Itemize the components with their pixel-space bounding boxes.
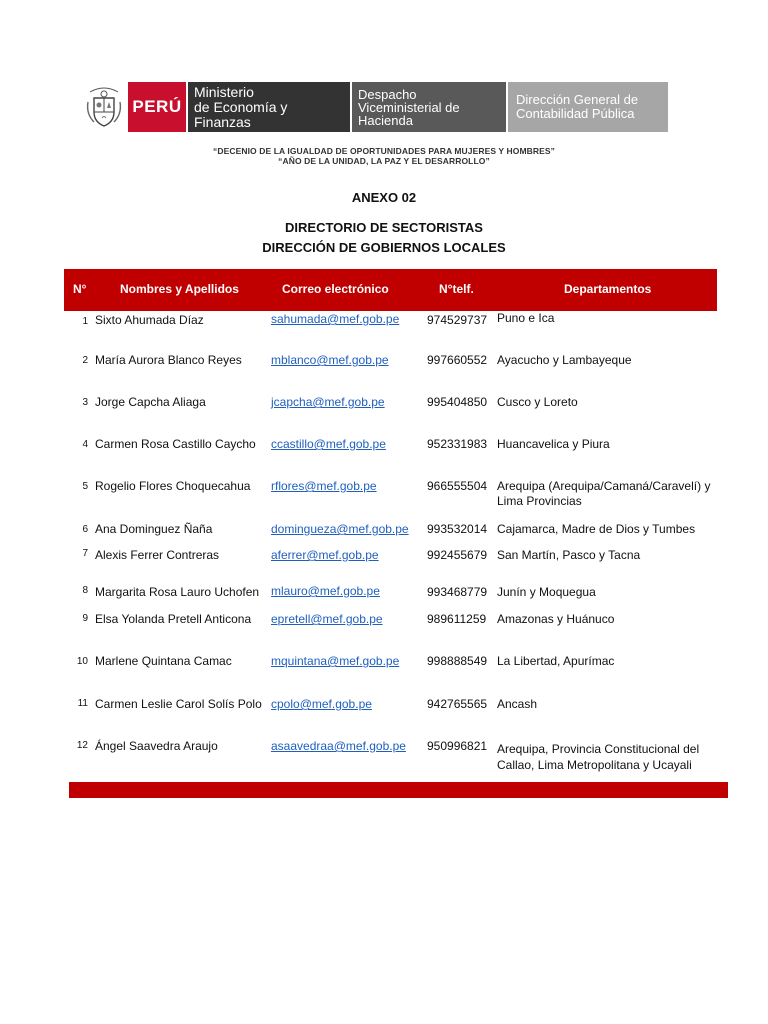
row-number: 1 xyxy=(82,316,88,327)
row-phone: 995404850 xyxy=(427,395,488,409)
row-number: 11 xyxy=(77,698,88,709)
row-name: Jorge Capcha Aliaga xyxy=(95,395,206,409)
motto-line-2: “AÑO DE LA UNIDAD, LA PAZ Y EL DESARROLLO” xyxy=(278,156,490,166)
row-departments: Arequipa (Arequipa/Camaná/Caravelí) y Lima Provincias xyxy=(497,479,711,508)
row-name: Carmen Rosa Castillo Caycho xyxy=(95,437,256,451)
despacho-line-2: Viceministerial de xyxy=(358,99,460,115)
row-email-link[interactable]: jcapcha@mef.gob.pe xyxy=(271,395,385,409)
row-email-link[interactable]: rflores@mef.gob.pe xyxy=(271,479,377,493)
row-number: 10 xyxy=(76,656,88,667)
row-departments: San Martín, Pasco y Tacna xyxy=(497,548,641,562)
despacho-line-1: Despacho xyxy=(358,86,417,102)
peru-logo xyxy=(128,82,186,132)
row-email-link[interactable]: mquintana@mef.gob.pe xyxy=(271,654,400,668)
row-number: 4 xyxy=(82,439,88,450)
row-name: Rogelio Flores Choquecahua xyxy=(95,479,251,493)
row-name: Ana Dominguez Ñaña xyxy=(95,522,213,536)
row-departments: Huancavelica y Piura xyxy=(497,437,610,451)
row-departments: Junín y Moquegua xyxy=(497,585,596,599)
row-name: Ángel Saavedra Araujo xyxy=(95,739,218,753)
row-departments: Puno e Ica xyxy=(497,311,555,325)
column-header-number: N° xyxy=(73,282,87,296)
column-header-email: Correo electrónico xyxy=(282,282,389,296)
row-departments: Arequipa, Provincia Constitucional del Callao, Lima Metropolitana y Ucayali xyxy=(497,742,700,772)
row-email-link[interactable]: aferrer@mef.gob.pe xyxy=(271,548,379,562)
row-email-link[interactable]: asaavedraa@mef.gob.pe xyxy=(271,739,406,753)
row-number: 9 xyxy=(82,613,88,624)
column-header-name: Nombres y Apellidos xyxy=(120,282,239,296)
column-header-departments: Departamentos xyxy=(564,282,652,296)
motto-line-1: “DECENIO DE LA IGUALDAD DE OPORTUNIDADES PARA MUJERES Y HOMBRES” xyxy=(212,146,556,156)
row-departments: Ayacucho y Lambayeque xyxy=(497,353,632,367)
row-phone: 998888549 xyxy=(427,654,488,668)
direccion-line-1: Dirección General de xyxy=(516,92,639,107)
row-number: 2 xyxy=(82,355,88,366)
row-name: Elsa Yolanda Pretell Anticona xyxy=(95,612,252,626)
row-name: Alexis Ferrer Contreras xyxy=(95,548,220,562)
document-title: DIRECTORIO DE SECTORISTAS xyxy=(285,220,483,235)
row-departments: Cajamarca, Madre de Dios y Tumbes xyxy=(497,522,696,536)
row-phone: 997660552 xyxy=(427,353,488,367)
row-name: Margarita Rosa Lauro Uchofen xyxy=(95,585,260,599)
row-departments: Cusco y Loreto xyxy=(497,395,578,409)
row-departments: La Libertad, Apurímac xyxy=(497,654,615,668)
table-header xyxy=(64,269,717,311)
row-number: 3 xyxy=(82,397,88,408)
row-name: María Aurora Blanco Reyes xyxy=(95,353,242,367)
row-number: 8 xyxy=(82,585,88,596)
row-email-link[interactable]: epretell@mef.gob.pe xyxy=(271,612,383,626)
row-name: Sixto Ahumada Díaz xyxy=(95,313,204,327)
table-footer-bar xyxy=(69,782,728,798)
row-phone: 966555504 xyxy=(427,479,488,493)
row-phone: 993532014 xyxy=(427,522,488,536)
row-phone: 942765565 xyxy=(427,697,488,711)
column-header-phone: N°telf. xyxy=(439,282,474,296)
ministerio-line-2: de Economía y Finanzas xyxy=(194,98,288,130)
row-number: 12 xyxy=(76,740,88,751)
row-email-link[interactable]: sahumada@mef.gob.pe xyxy=(271,312,400,326)
direccion-line-2: Contabilidad Pública xyxy=(516,106,635,121)
despacho-line-3: Hacienda xyxy=(358,112,413,128)
row-phone: 950996821 xyxy=(427,739,488,753)
peru-label: PERÚ xyxy=(132,97,182,116)
row-phone: 989611259 xyxy=(427,612,487,626)
header-banner xyxy=(82,82,668,132)
row-name: Marlene Quintana Camac xyxy=(95,654,232,668)
row-number: 6 xyxy=(82,524,88,535)
coat-of-arms-icon xyxy=(82,82,126,132)
row-phone: 974529737 xyxy=(427,313,488,327)
row-email-link[interactable]: mblanco@mef.gob.pe xyxy=(271,353,389,367)
row-number: 7 xyxy=(82,548,88,559)
document-subtitle: DIRECCIÓN DE GOBIERNOS LOCALES xyxy=(262,240,506,255)
row-email-link[interactable]: cpolo@mef.gob.pe xyxy=(271,697,372,711)
ministerio-block xyxy=(188,82,350,132)
row-number: 5 xyxy=(82,481,88,492)
direccion-block xyxy=(508,82,668,132)
row-email-link[interactable]: ccastillo@mef.gob.pe xyxy=(271,437,386,451)
row-phone: 993468779 xyxy=(427,585,488,599)
row-email-link[interactable]: domingueza@mef.gob.pe xyxy=(271,522,409,536)
row-phone: 952331983 xyxy=(427,437,488,451)
annex-title: ANEXO 02 xyxy=(351,190,417,205)
row-departments: Ancash xyxy=(497,697,538,711)
ministerio-line-1: Ministerio xyxy=(194,83,254,100)
despacho-block xyxy=(352,82,506,132)
row-phone: 992455679 xyxy=(427,548,488,562)
row-departments: Amazonas y Huánuco xyxy=(497,612,615,626)
row-email-link[interactable]: mlauro@mef.gob.pe xyxy=(271,584,380,598)
row-name: Carmen Leslie Carol Solís Polo xyxy=(95,697,262,711)
